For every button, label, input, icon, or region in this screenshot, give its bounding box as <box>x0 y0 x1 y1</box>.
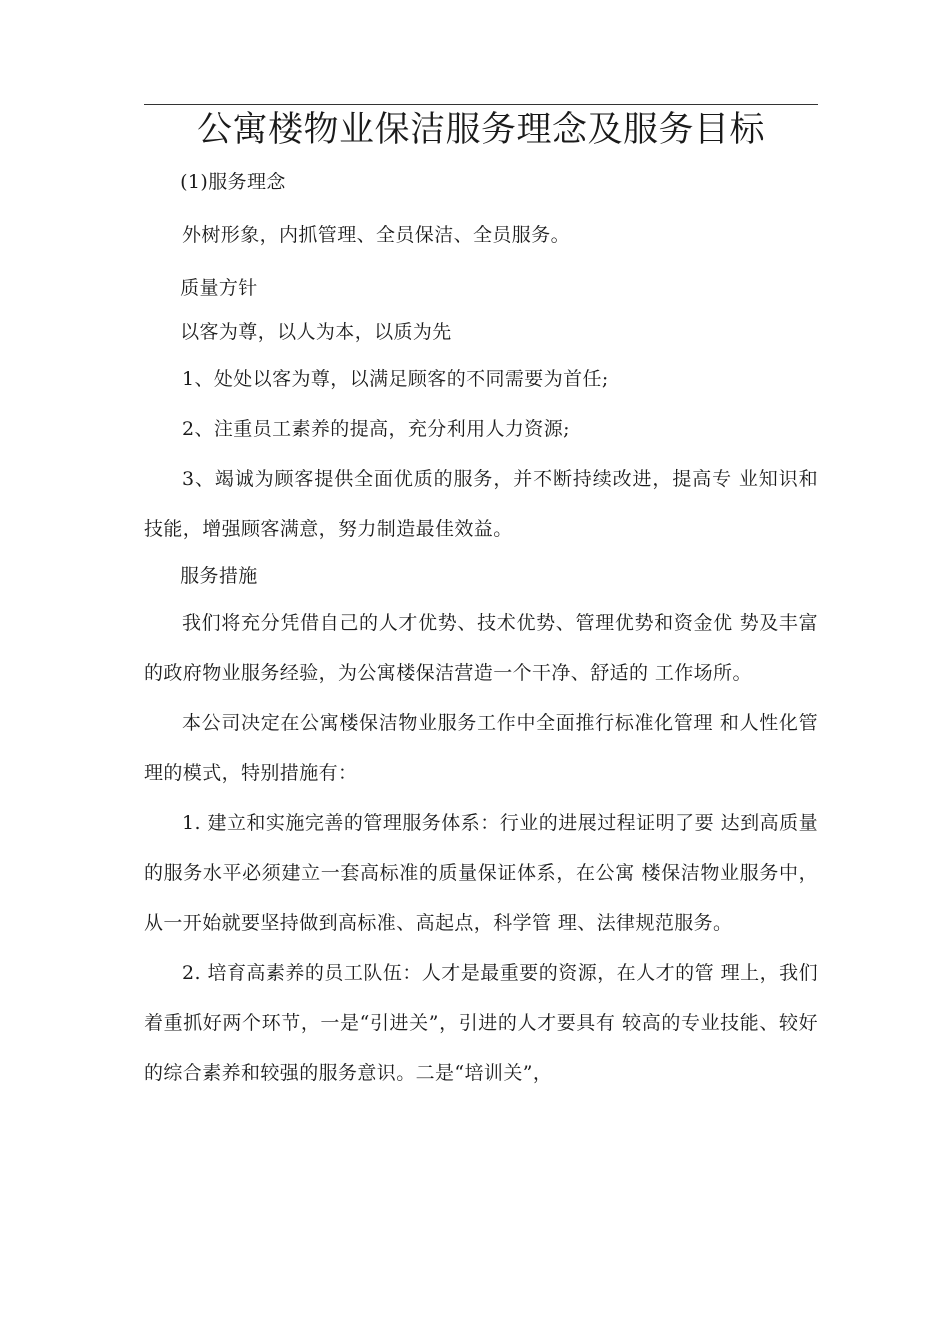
paragraph-management-model: 本公司决定在公寓楼保洁物业服务工作中全面推行标准化管理 和人性化管理的模式，特别措施有： <box>144 712 818 784</box>
paragraph-quality-policy-heading: 质量方针 <box>180 277 258 299</box>
document-title: 公寓楼物业保洁服务理念及服务目标 <box>196 110 765 150</box>
document-body <box>144 160 818 1098</box>
paragraph-policy-item-2: 2、注重员工素养的提高，充分利用人力资源; <box>182 418 570 440</box>
paragraph-policy-item-3: 3、竭诚为顾客提供全面优质的服务，并不断持续改进，提高专 业知识和技能，增强顾客满意，努力制造最佳效益。 <box>144 468 818 540</box>
paragraph-measure-1: 1. 建立和实施完善的管理服务体系：行业的进展过程证明了要 达到高质量的服务水平必须建立一套高标准的质量保证体系，在公寓 楼保洁物业服务中，从一开始就要坚持做到高标准、高起点，科学管 理、法律规范服务。 <box>144 812 818 934</box>
paragraph-service-measures-heading: 服务措施 <box>180 565 258 587</box>
paragraph-service-concept-heading: (1)服务理念 <box>180 171 286 193</box>
paragraph-policy-item-1: 1、处处以客为尊，以满足顾客的不同需要为首任; <box>182 368 609 390</box>
paragraph-measure-2: 2. 培育高素养的员工队伍：人才是最重要的资源，在人才的管 理上，我们着重抓好两个环节，一是“引进关”，引进的人才要具有 较高的专业技能、较好的综合素养和较强的服务意识。二是“培训关”， <box>144 962 818 1084</box>
paragraph-quality-policy: 以客为尊，以人为本，以质为先 <box>180 321 452 343</box>
paragraph-service-concept: 外树形象，内抓管理、全员保洁、全员服务。 <box>182 224 571 246</box>
paragraph-service-measures: 我们将充分凭借自己的人才优势、技术优势、管理优势和资金优 势及丰富的政府物业服务经验，为公寓楼保洁营造一个干净、舒适的 工作场所。 <box>144 612 818 684</box>
header-rule <box>144 104 818 105</box>
